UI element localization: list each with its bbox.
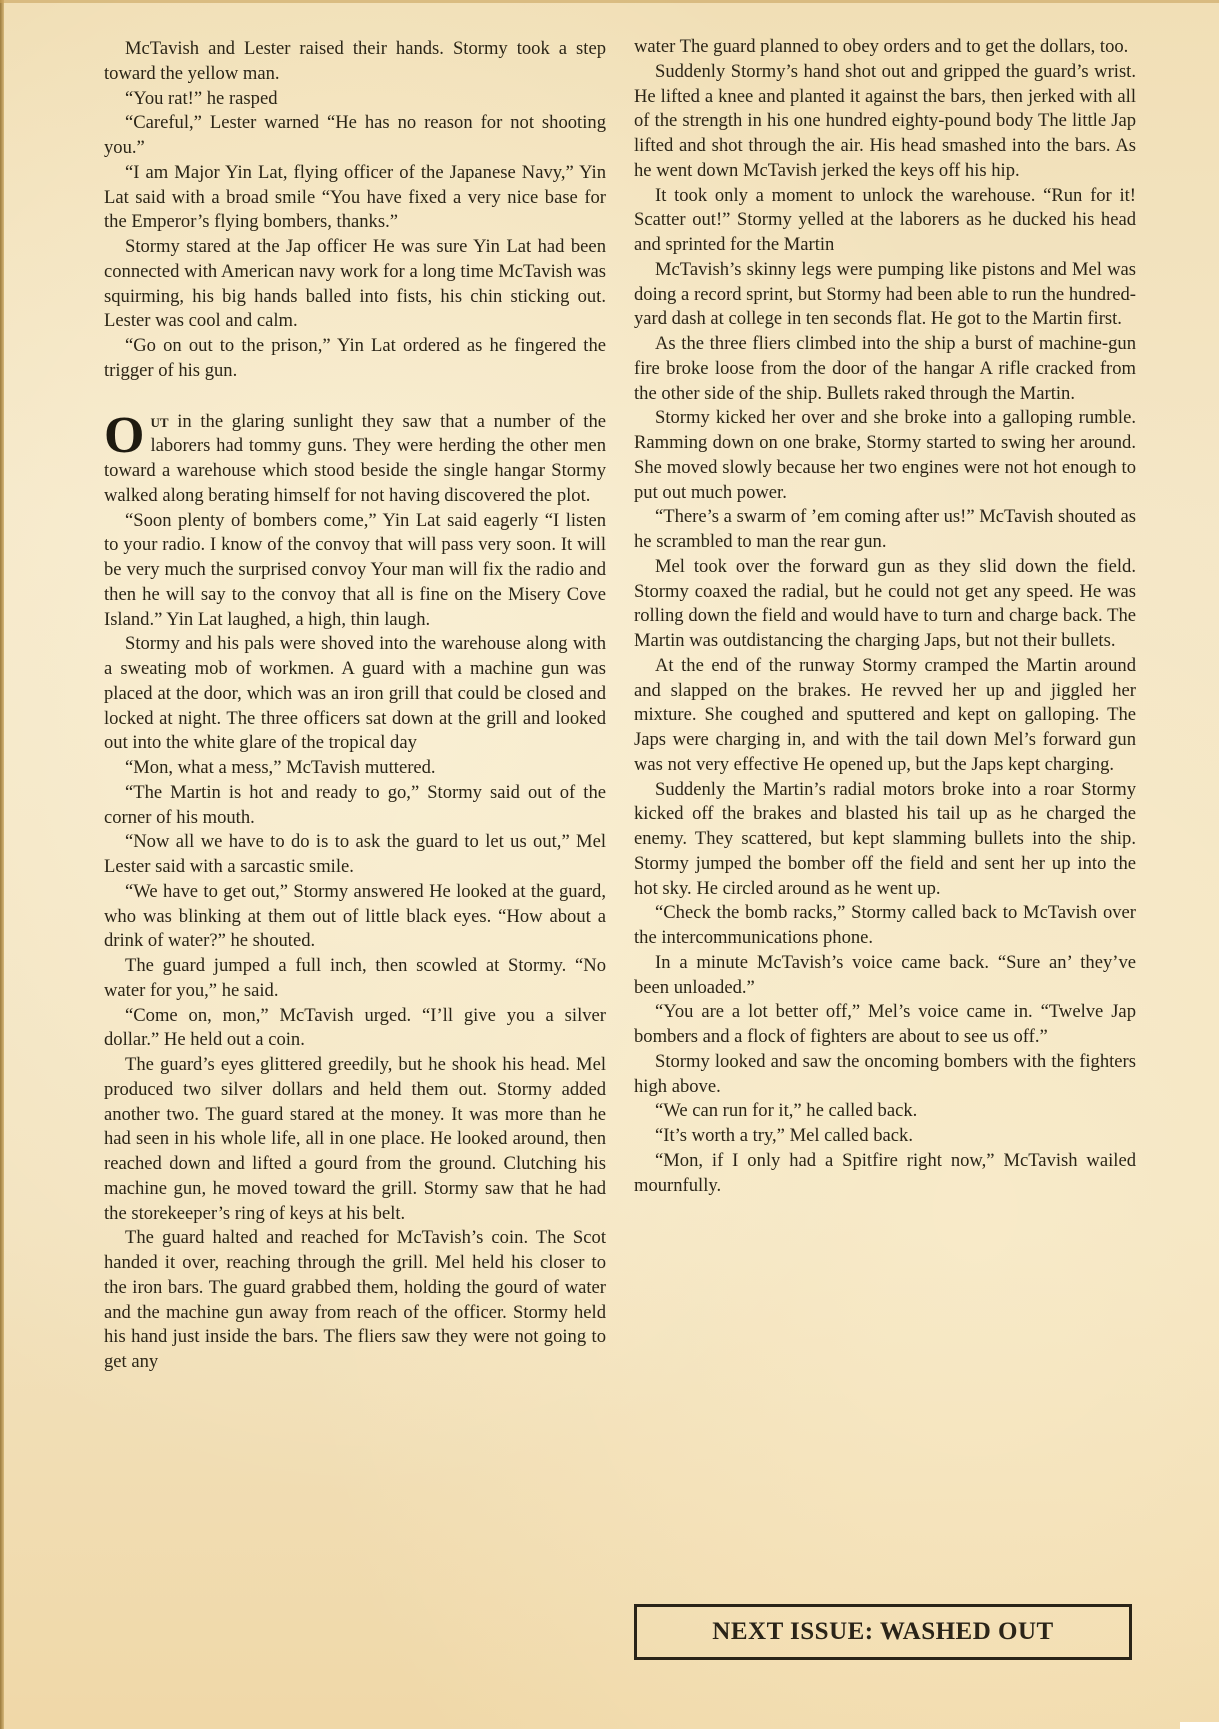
section-break bbox=[104, 384, 606, 410]
paragraph: Stormy kicked her over and she broke into a galloping rumble. Ramming down on one brake, Stormy started to swing her around. She moved slowly because her two engines were not hot enough to put out much power. bbox=[634, 407, 1136, 503]
paragraph: “Careful,” Lester warned “He has no reason for not shooting you.” bbox=[104, 112, 606, 158]
paragraph: “Go on out to the prison,” Yin Lat ordered as he fingered the trigger of his gun. bbox=[104, 335, 606, 381]
paragraph: The guard halted and reached for McTavish’s coin. The Scot handed it over, reaching through the grill. Mel held his closer to the iron bars. The guard grabbed them, holding the gourd of water and the machine gun away from reach of the officer. Stormy held his hand just inside the bars. The fliers saw they were not going to get any bbox=[104, 1227, 606, 1372]
page-left-edge bbox=[0, 0, 4, 1729]
paragraph: The guard’s eyes glittered greedily, but he shook his head. Mel produced two silver dollars and held them out. Stormy added another two. The guard stared at the money. It was more than he had seen in his whole life, all in one place. He looked around, then reached down and lifted a gourd from the ground. Clutching his machine gun, he moved toward the grill. Stormy saw that he had the storekeeper’s ring of keys at his belt. bbox=[104, 1054, 606, 1224]
paragraph: The guard jumped a full inch, then scowled at Stormy. “No water for you,” he said. bbox=[104, 955, 606, 1001]
paragraph: As the three fliers climbed into the ship a burst of machine-gun fire broke loose from the door of the hangar A rifle cracked from the other side of the ship. Bullets raked through the Martin. bbox=[634, 333, 1136, 404]
paragraph: McTavish’s skinny legs were pumping like pistons and Mel was doing a record sprint, but Stormy had been able to run the hundred-yard dash at college in ten seconds flat. He got to the Martin first. bbox=[634, 258, 1136, 330]
paragraph: Mel took over the forward gun as they slid down the field. Stormy coaxed the radial, but he could not get any speed. He was rolling down the field and would have to turn and charge back. The Martin was outdistancing the charging Japs, but not their bullets. bbox=[634, 555, 1136, 651]
paragraph: At the end of the runway Stormy cramped the Martin around and slapped on the brakes. He revved her up and jiggled her mixture. She coughed and sputtered and kept on galloping. The Japs were charging in, and with the tail down Mel’s forward gun was not very effective He opened up, but the Japs kept charging. bbox=[634, 654, 1136, 775]
section-opening-text: in the glaring sunlight they saw that a number of the laborers had tommy guns. They were herding the other men toward a warehouse which stood beside the single hangar Stormy walked along berating himself for not having discovered the plot. bbox=[104, 410, 606, 506]
paragraph: “We can run for it,” he called back. bbox=[655, 1100, 918, 1122]
paragraph: “Soon plenty of bombers come,” Yin Lat said eagerly “I listen to your radio. I know of the convoy that will pass very soon. It will be very much the surprised convoy Your man will fix the radio and then he will say to the convoy that all is fine on the Misery Cove Island.” Yin Lat laughed, a high, thin laugh. bbox=[104, 509, 606, 630]
paragraph: “It’s worth a try,” Mel called back. bbox=[655, 1125, 913, 1146]
drop-cap: O bbox=[104, 406, 145, 464]
paragraph: “Mon, if I only had a Spitfire right now,” McTavish wailed mournfully. bbox=[634, 1149, 1136, 1196]
paragraph: “The Martin is hot and ready to go,” Stormy said out of the corner of his mouth. bbox=[104, 781, 606, 828]
paragraph: “Check the bomb racks,” Stormy called back to McTavish over the intercommunications phone. bbox=[634, 902, 1136, 948]
left-text-column bbox=[104, 37, 606, 1375]
paragraph: McTavish and Lester raised their hands. Stormy took a step toward the yellow man. bbox=[104, 38, 606, 84]
paragraph: “Come on, mon,” McTavish urged. “I’ll give you a silver dollar.” He held out a coin. bbox=[104, 1004, 606, 1051]
continuation-paragraph: water The guard planned to obey orders and to get the dollars, too. bbox=[634, 36, 1129, 57]
paragraph: “We have to get out,” Stormy answered He looked at the guard, who was blinking at them out of little black eyes. “How about a drink of water?” he shouted. bbox=[104, 880, 606, 952]
paragraph: Suddenly the Martin’s radial motors broke into a roar Stormy kicked off the brakes and blasted his tail up as he charged the enemy. They scattered, but kept slamming bullets into the ship. Stormy jumped the bomber off the field and sent her up into the hot sky. He circled around as he went up. bbox=[634, 778, 1136, 899]
paragraph: Stormy stared at the Jap officer He was sure Yin Lat had been connected with American navy work for a long time McTavish was squirming, his big hands balled into fists, his chin sticking out. Lester was cool and calm. bbox=[104, 236, 606, 332]
paragraph: “There’s a swarm of ’em coming after us!” McTavish shouted as he scrambled to man the rear gun. bbox=[634, 506, 1136, 552]
next-issue-box bbox=[634, 1604, 1132, 1660]
next-issue-label: NEXT ISSUE: WASHED OUT bbox=[712, 1618, 1054, 1645]
paragraph: “Mon, what a mess,” McTavish muttered. bbox=[125, 757, 436, 778]
paragraph: It took only a moment to unlock the warehouse. “Run for it! Scatter out!” Stormy yelled at the laborers as he ducked his head and sprinted for the Martin bbox=[634, 184, 1136, 255]
paragraph: Stormy looked and saw the oncoming bombers with the fighters high above. bbox=[634, 1050, 1136, 1097]
lead-in-smallcaps: ut bbox=[150, 410, 169, 432]
paragraph: Stormy and his pals were shoved into the warehouse along with a sweating mob of workmen. A guard with a machine gun was placed at the door, which was an iron grill that could be closed and locked at night. The three officers sat down at the grill and looked out into the white glare of the tropical day bbox=[104, 633, 606, 754]
section-opening-paragraph bbox=[104, 406, 606, 509]
paragraph: “You are a lot better off,” Mel’s voice came in. “Twelve Jap bombers and a flock of fighters are about to see us off.” bbox=[634, 1001, 1136, 1047]
paragraph: “You rat!” he rasped bbox=[125, 87, 278, 109]
paragraph: “I am Major Yin Lat, flying officer of the Japanese Navy,” Yin Lat said with a broad smile “You have fixed a very nice base for the Emperor’s flying bombers, thanks.” bbox=[104, 161, 606, 233]
paragraph: Suddenly Stormy’s hand shot out and gripped the guard’s wrist. He lifted a knee and planted it against the bars, then jerked with all of the strength in his one hundred eighty-pound body The little Jap lifted and shot through the air. His head smashed into the bars. As he went down McTavish jerked the keys off his hip. bbox=[634, 60, 1136, 181]
page-top-edge bbox=[0, 0, 1219, 3]
scan-border bbox=[1180, 1722, 1219, 1729]
paragraph: “Now all we have to do is to ask the guard to let us out,” Mel Lester said with a sarcastic smile. bbox=[104, 831, 606, 877]
paragraph: In a minute McTavish’s voice came back. “Sure an’ they’ve been unloaded.” bbox=[634, 951, 1136, 998]
right-text-column bbox=[634, 35, 1136, 1198]
